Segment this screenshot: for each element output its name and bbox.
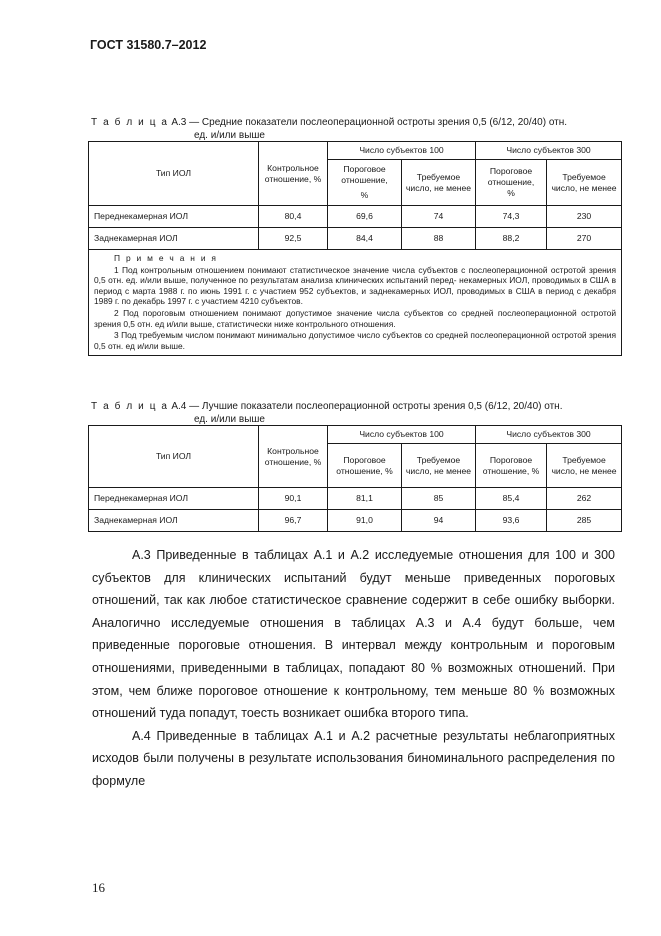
- table-a4-row2-thr100: 91,0: [328, 510, 402, 532]
- table-a3-row2-thr100: 84,4: [328, 228, 402, 250]
- table-a4-header-group-100: Число субъектов 100: [328, 426, 476, 444]
- table-a4-header-required-100: Требуемое число, не менее: [402, 444, 476, 488]
- table-a4: [88, 425, 622, 532]
- table-a4-header-required-300: Требуемое число, не менее: [547, 444, 622, 488]
- table-a3-row1-req100: 74: [402, 206, 476, 228]
- table-a3-row1-thr100: 69,6: [328, 206, 402, 228]
- table-a3-header-threshold-300: [476, 160, 547, 206]
- table-a3-row2-control: 92,5: [259, 228, 328, 250]
- table-a4-caption: [91, 400, 619, 426]
- table-a4-header-threshold-100: Пороговое отношение, %: [328, 444, 402, 488]
- table-a3-caption-text2: ед. и/или выше: [194, 130, 265, 141]
- table-a3-row2-name: Заднекамерная ИОЛ: [89, 228, 259, 250]
- table-a3-caption-text: — Средние показатели послеоперационной остроты зрения 0,5 (6/12, 20/40) отн.: [189, 117, 568, 128]
- table-a4-row2-control: 96,7: [259, 510, 328, 532]
- table-a4-row1-thr100: 81,1: [328, 488, 402, 510]
- table-a4-header-control: Контрольное отношение, %: [259, 426, 328, 488]
- table-a4-row2-thr300: 93,6: [476, 510, 547, 532]
- table-row: [89, 228, 622, 250]
- table-a4-row1-name: Переднекамерная ИОЛ: [89, 488, 259, 510]
- paragraph-a4: А.4 Приведенные в таблицах А.1 и А.2 расчетные результаты неблагоприятных исходов были получены в результате использования биноминального распределения по формуле: [92, 728, 615, 788]
- table-a3-row2-req300: 270: [547, 228, 622, 250]
- table-a3-header-required-300: Требуемое число, не менее: [547, 160, 622, 206]
- table-a4-row2-name: Заднекамерная ИОЛ: [89, 510, 259, 532]
- notes-title: П р и м е ч а н и я: [114, 253, 218, 263]
- threshold-unit: %: [507, 188, 515, 198]
- table-a4-header-type: Тип ИОЛ: [89, 426, 259, 488]
- table-a3: [88, 141, 622, 356]
- body-text: [92, 544, 615, 793]
- table-a4-row1-req300: 262: [547, 488, 622, 510]
- table-a3-header-group-300: Число субъектов 300: [476, 142, 622, 160]
- table-a3-caption: [91, 116, 619, 142]
- table-a4-row2-req100: 94: [402, 510, 476, 532]
- table-row: [89, 206, 622, 228]
- table-a3-header-type: Тип ИОЛ: [89, 142, 259, 206]
- table-row: [89, 510, 622, 532]
- table-a4-header-threshold-300: Пороговое отношение, %: [476, 444, 547, 488]
- table-a4-row1-req100: 85: [402, 488, 476, 510]
- table-a3-header-required-100: Требуемое число, не менее: [402, 160, 476, 206]
- note-3: 3 Под требуемым числом понимают минимально допустимое число субъектов со средней послеоперационной остротой зрения 0,5 отн. ед и/или выше.: [94, 330, 617, 351]
- threshold-label: Пороговое отношение,: [487, 166, 535, 187]
- table-a4-row1-control: 90,1: [259, 488, 328, 510]
- table-a3-row1-control: 80,4: [259, 206, 328, 228]
- paragraph-a3: А.3 Приведенные в таблицах А.1 и А.2 исследуемые отношения для 100 и 300 субъектов для клинических испытаний будут меньше приведенных пороговых отношений, так как любое статистическое сравнение содержит в себе ошибку выборки. Аналогично исследуемые отношения в таблицах А.3 и А.4 будут больше, чем приведенные пороговые отношения. В интервал между контрольным и пороговым отношениями, приведенными в таблицах, попадают 80 % возможных отношений. При этом, чем ближе пороговое отношение к контрольному, тем меньше 80 % возможных отношений туда попадут, тоесть возникает ошибка второго типа.: [92, 548, 615, 721]
- note-2: 2 Под пороговым отношением понимают допустимое значение числа субъектов со средней послеоперационной остротой зрения 0,5 отн. ед и/или выше, статистически ниже контрольного отношения.: [94, 307, 617, 329]
- table-a3-row1-thr300: 74,3: [476, 206, 547, 228]
- threshold-unit: %: [360, 190, 369, 200]
- table-a3-row2-thr300: 88,2: [476, 228, 547, 250]
- table-row: [89, 488, 622, 510]
- table-a4-caption-number: А.4: [171, 401, 187, 412]
- table-a4-caption-text2: ед. и/или выше: [194, 414, 265, 425]
- table-a4-caption-label: Т а б л и ц а: [91, 401, 169, 412]
- threshold-label: Пороговое отношение,: [341, 164, 388, 185]
- table-a3-row1-name: Переднекамерная ИОЛ: [89, 206, 259, 228]
- table-a4-caption-text: — Лучшие показатели послеоперационной остроты зрения 0,5 (6/12, 20/40) отн.: [189, 401, 563, 412]
- table-a3-header-control: Контрольное отношение, %: [259, 142, 328, 206]
- table-a3-notes: [89, 250, 622, 356]
- table-a3-header-group-100: Число субъектов 100: [328, 142, 476, 160]
- table-a3-row2-req100: 88: [402, 228, 476, 250]
- table-a4-header-group-300: Число субъектов 300: [476, 426, 622, 444]
- table-a4-row2-req300: 285: [547, 510, 622, 532]
- table-a3-row1-req300: 230: [547, 206, 622, 228]
- page-header: ГОСТ 31580.7–2012: [90, 38, 207, 52]
- table-a3-caption-number: А.3: [171, 117, 187, 128]
- page-number: 16: [92, 880, 105, 895]
- table-a3-header-threshold-100: [328, 160, 402, 206]
- table-a3-caption-label: Т а б л и ц а: [91, 117, 169, 128]
- table-a4-row1-thr300: 85,4: [476, 488, 547, 510]
- note-1: 1 Под контрольным отношением понимают статистическое значение числа субъектов с послеоперационной остротой зрения 0,5 отн. ед. и/или выше, полученное по результатам анализа клинических испытаний перед- некамерных ИОЛ, проводимых в США в период с марта 1988 г. по июнь 1991 г. с участием 952 субъектов, и заднекамерных ИОЛ, проводимых в США в период с декабря 1989 г. по декабрь 1997 г. с участием 4210 субъектов.: [94, 264, 617, 307]
